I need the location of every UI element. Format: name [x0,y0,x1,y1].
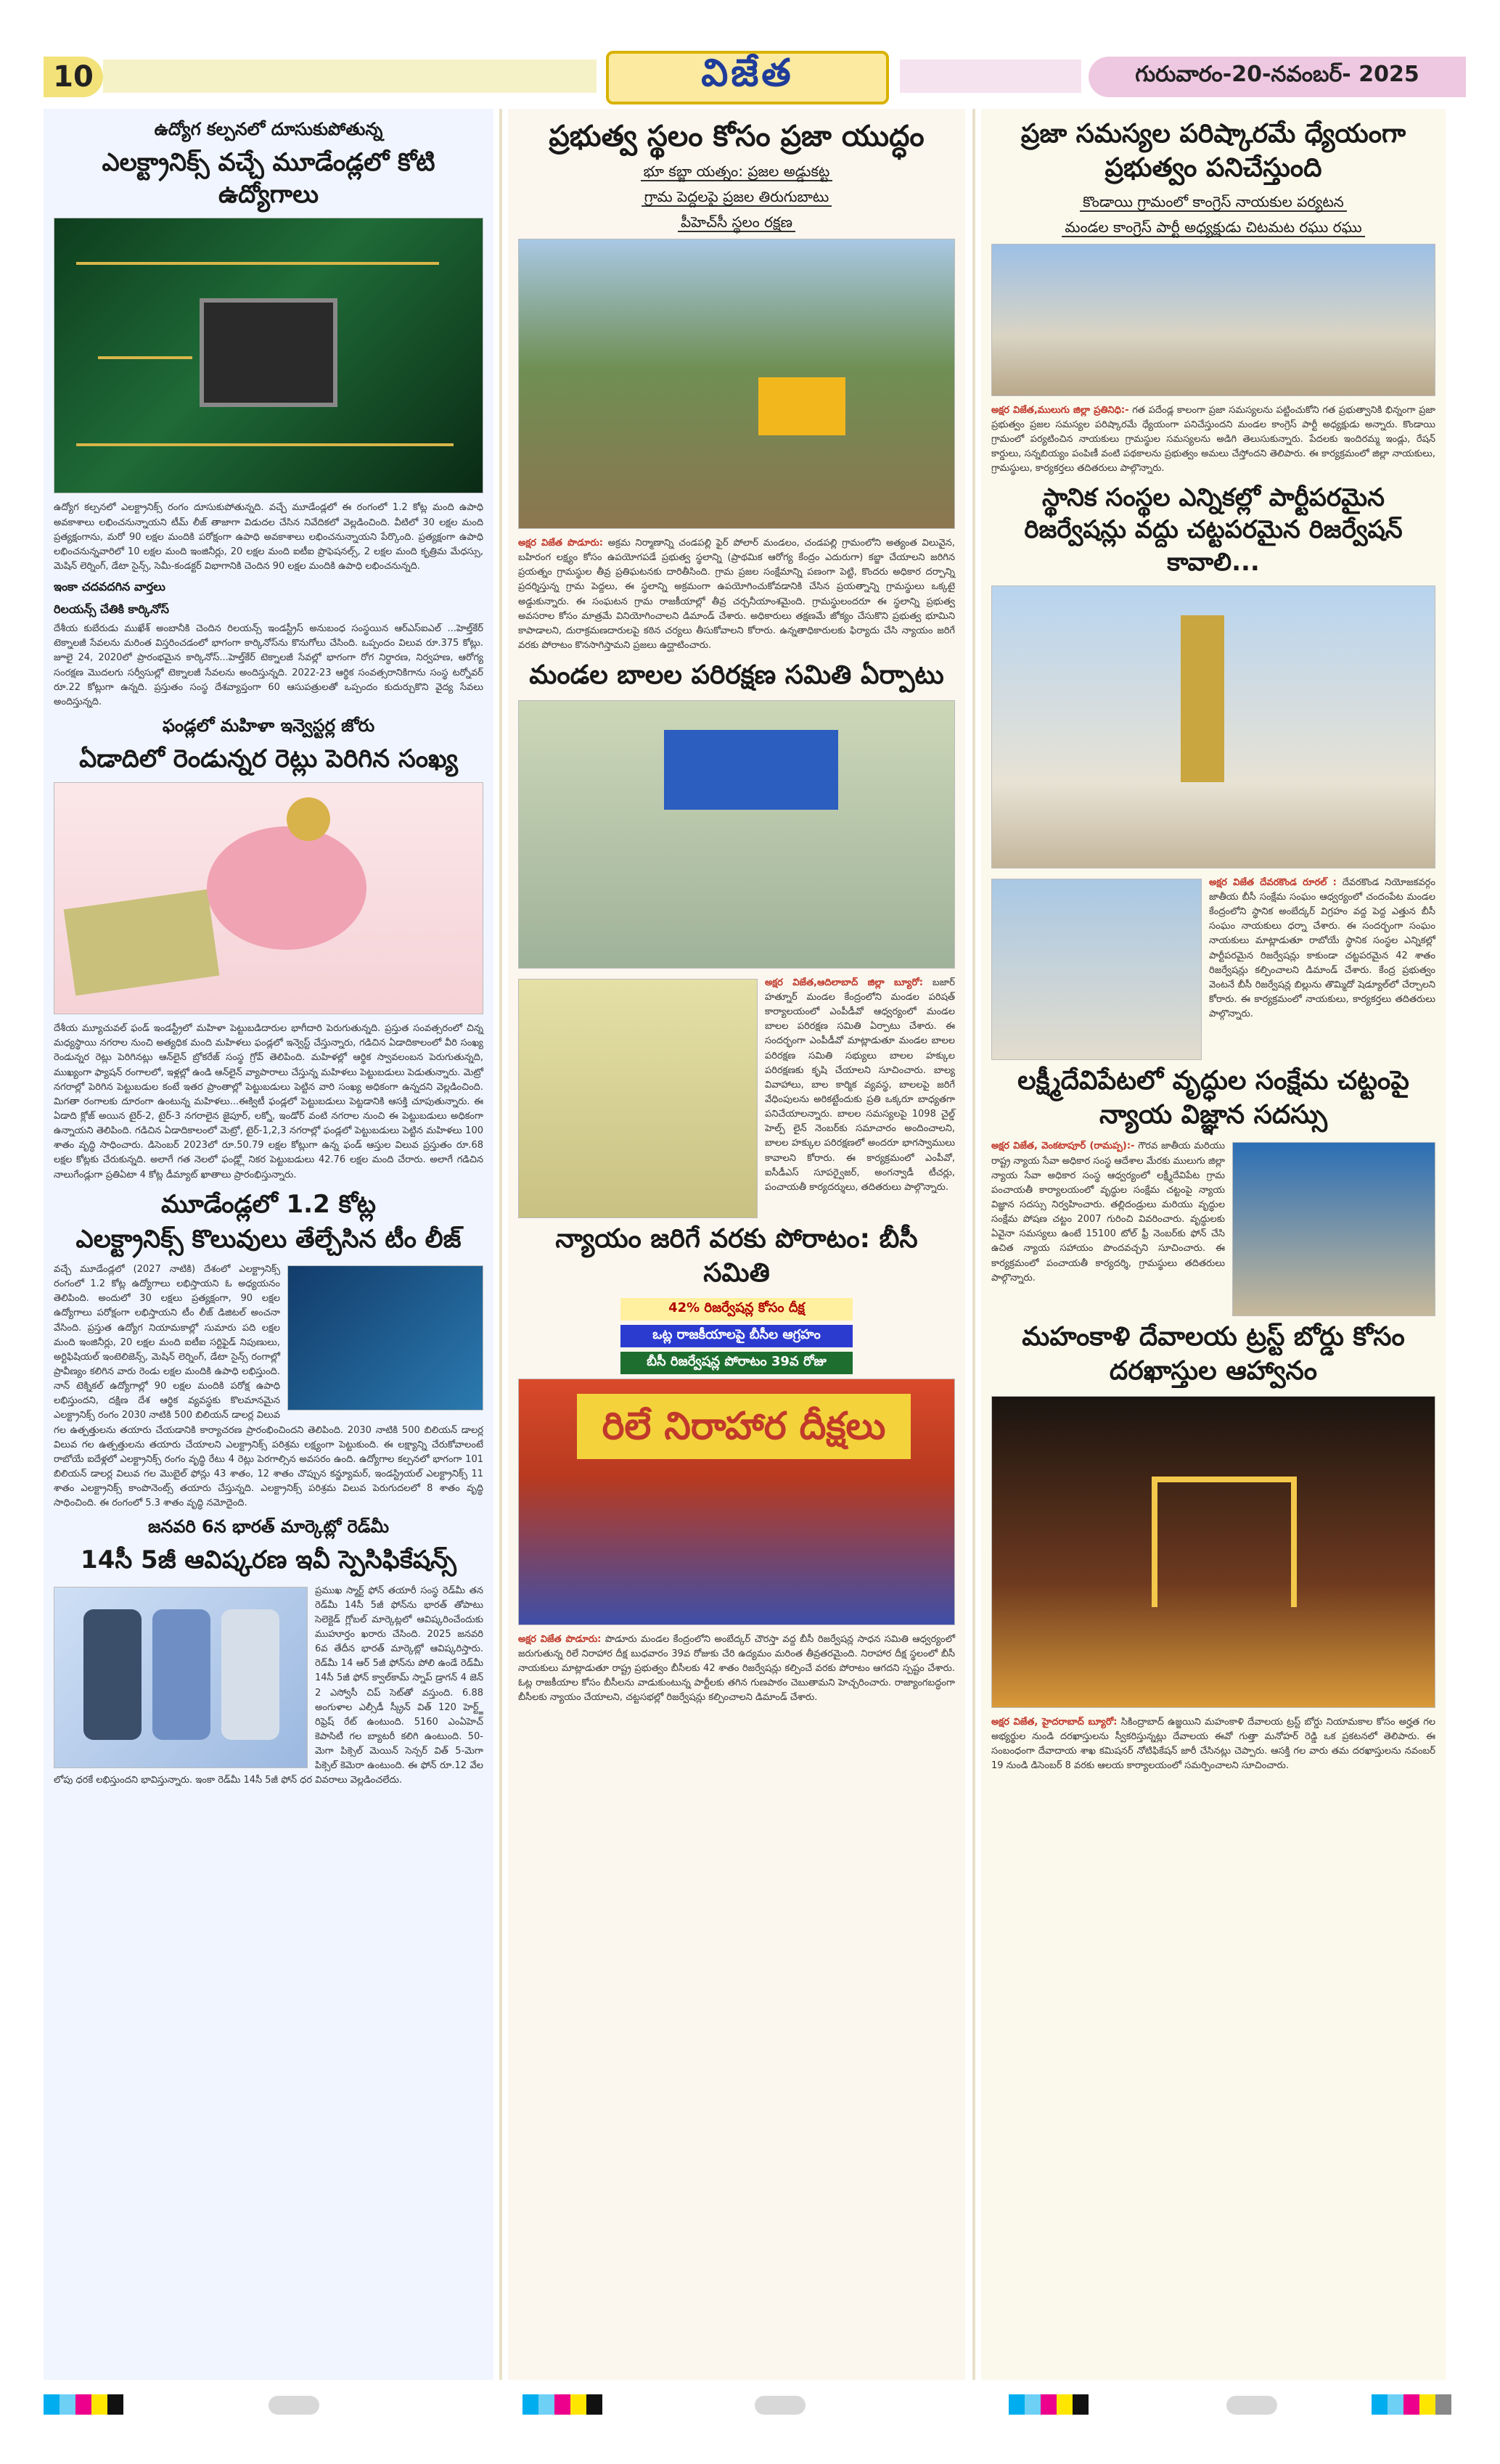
chip-graphic [200,298,337,407]
article-text: పొడూరు మండల కేంద్రంలోని అంబేద్కర్ చౌరస్తా వద్ద బీసీ రిజర్వేషన్ల సాధన సమితి ఆధ్వర్యంలో జరుగుతున్న రిలే నిరాహార దీక్ష బుధవారం 39వ రోజుకు చేరి ఉద్యమం మరింత తీవ్రతరమైంది. నిరాహార దీక్ష స్థలంలో బీసీ నాయకులు మాట్లాడుతూ రాష్ట్ర ప్రభుత్వం బీసీలకు 42 శాతం రిజర్వేషన్లు కల్పించే వరకు పోరాటం ఆగదని స్పష్టం చేశారు. ఓట్ల రాజకీయాల కోసం బీసీలను వాడుకుంటున్న పార్టీలకు తగిన గుణపాఠం చెబుతామని హెచ్చరించారు. రాజ్యాంగబద్ధంగా బీసీలకు న్యాయం చేయాలని, చట్టసభల్లో రిజర్వేషన్లు కల్పించాలని డిమాండ్ చేశారు. [518,1633,955,1704]
article-headline: మహంకాళి దేవాలయ ట్రస్ట్ బోర్డు కోసం దరఖాస్తుల ఆహ్వానం [1022,1322,1405,1387]
phone-graphic [83,1609,142,1740]
article-reservations [991,482,1435,1022]
article-headline-line2: ఎలక్ట్రానిక్స్ కొలువులు తేల్చేసిన టీం లీజ్ [75,1224,462,1254]
header-bar-right [900,59,1081,93]
edition-date: గురువారం-20-నవంబర్- 2025 [1089,57,1466,97]
piggy-bank-photo [54,782,483,1014]
color-registration-marks [44,2394,123,2415]
header-bar-left [103,59,597,93]
column-divider [972,109,975,2380]
promo-strip: 42% రిజర్వేషన్ల కోసం దీక్ష [620,1298,853,1321]
protesters-photo [991,879,1202,1060]
article-legal-awareness [991,1064,1435,1286]
article-byline: అక్షర విజేత, హైదరాబాద్ బ్యూరో: [991,1717,1118,1728]
left-column [44,109,493,2380]
smartphone-photo [54,1587,308,1768]
article-body [518,536,955,653]
article-body [518,1633,955,1706]
article-byline: అక్షర విజేత పొడూరు: [518,538,604,549]
right-column [981,109,1446,2380]
middle-column [508,109,965,2380]
article-byline: అక్షర విజేత,ఆదిలాబాద్ జిల్లా బ్యూరో: [765,977,924,988]
article-headline: ప్రజా సమస్యల పరిష్కారమే ధ్యేయంగా ప్రభుత్వం పనిచేస్తుంది [1020,119,1406,183]
seminar-photo [1232,1142,1435,1316]
article-congress-visit [991,118,1435,476]
meeting-photo [518,700,955,969]
piggy-bank-graphic [207,826,366,950]
article-headline: 14సీ 5జీ ఆవిష్కరణ ఇవీ స్పెసిఫికేషన్స్ [81,1545,456,1575]
article-text: గౌరవ జాతీయ మరియు రాష్ట్ర న్యాయ సేవా అధికార సంస్థ ఆదేశాల మేరకు ములుగు జిల్లా న్యాయ సేవా అధికార సంస్థ ఆధ్వర్యంలో లక్ష్మీదేవిపేట గ్రామ పంచాయతీ కార్యాలయంలో వృద్ధుల సంక్షేమ చట్టంపై న్యాయ విజ్ఞాన సదస్సు నిర్వహించారు. తల్లిదండ్రులు మరియు వృద్ధుల సంక్షేమ పోషణ చట్టం 2007 గురించి వివరించారు. వృద్ధులకు ఏవైనా సమస్యలు ఉంటే 15100 టోల్ ఫ్రీ నెంబర్‌కు ఫోన్ చేసి ఉచిత న్యాయ సహాయం పొందవచ్చని సూచించారు. ఈ కార్యక్రమంలో పంచాయతీ కార్యదర్శి, గ్రామస్థులు తదితరులు పాల్గొన్నారు. [991,1141,1225,1284]
article-text: సికింద్రాబాద్ ఉజ్జయిని మహంకాళి దేవాలయ ట్రస్ట్ బోర్డు నియామకాల కోసం అర్హత గల అభ్యర్థుల నుండి దరఖాస్తులను స్వీకరిస్తున్నట్లు దేవాలయ ఈవో గుత్తా మనోహర్ రెడ్డి ఒక ప్రకటనలో తెలిపారు. ఈ సంబంధంగా దేవాదాయ శాఖ కమిషనర్ నోటిఫికేషన్ జారీ చేసినట్లు చెప్పారు. ఆసక్తి గల వారు తమ దరఖాస్తులను నవంబర్ 19 నుండి డిసెంబర్ 8 వరకు ఆలయ కార్యాలయంలో సమర్పించాలని సూచించారు. [991,1717,1436,1772]
article-headline: న్యాయం జరిగే వరకు పోరాటం: బీసీ సమితి [555,1223,918,1288]
article-subhead: భూ కబ్జా యత్నం: ప్రజల అడ్డుకట్ట [518,163,955,184]
phone-graphic [152,1609,210,1740]
group-photo [991,244,1435,396]
brief-title: రిలయన్స్ చేతికి కార్కినోస్ [54,602,169,617]
promo-strip: ఒట్ల రాజకీయాలపై బీసీల ఆగ్రహం [620,1325,853,1347]
article-kicker: ఉద్యోగ కల్పనలో దూసుకుపోతున్న [154,119,383,139]
excavator-photo [518,239,955,529]
masthead [0,0,1500,109]
article-text: దేవరకొండ నియోజకవర్గం జాతీయ బీసీ సంక్షేమ సంఘం ఆధ్వర్యంలో చందంపేట మండల కేంద్రంలోని స్థానిక అంబేద్కర్ విగ్రహం వద్ద పెద్ద ఎత్తున బీసీ సంఘం నాయకులు ధర్నా చేశారు. ఈ సందర్భంగా సంఘం నాయకులు మాట్లాడుతూ రాబోయే స్థానిక సంస్థల ఎన్నికల్లో పార్టీపరమైన రిజర్వేషన్లు కాకుండా చట్టపరమైన 42 శాతం రిజర్వేషన్లు కల్పించాలని డిమాండ్ చేశారు. కేంద్ర ప్రభుత్వం వెంటనే బీసీ రిజర్వేషన్ల బిల్లును తొమ్మిదో షెడ్యూల్‌లో చేర్చాలని కోరారు. ఈ కార్యక్రమంలో నాయకులు, కార్యకర్తలు తదితరులు పాల్గొన్నారు. [1209,876,1435,1020]
article-kicker: జనవరి 6న భారత్ మార్కెట్లో రెడ్‌మీ [148,1516,389,1537]
newspaper-logo: విజేత [606,51,889,104]
article-body [991,403,1435,477]
article-body: ఉద్యోగ కల్పనలో ఎలక్ట్రానిక్స్ రంగం దూసుకుపోతున్నది. వచ్చే మూడేండ్లలో ఈ రంగంలో 1.2 కోట్ల మంది ఉపాధి అవకాశాలు లభించనున్నాయని టీమ్ లీజ్ తాజాగా విడుదల చేసిన నివేదికలో వెల్లడించింది. వీటిలో 30 లక్షల మంది ప్రత్యక్షంగాను, మరో 90 లక్షల మందికి పరోక్షంగా ఉపాధి అవకాశాలు లభించనున్నాయని పేర్కొంది. ప్రత్యక్షంగా ఉపాధి లభించనున్నవారిలో 10 లక్షల మంది ఇంజినీర్లు, 20 లక్షల మంది ఐటీఐ ప్రొఫెషనల్స్, 2 లక్షల మంది కృత్రిమ మేధస్సు, మెషిన్ లెర్నింగ్, డేటా సైన్స్, సెమీ-కండక్టర్ విభాగానికి చెందిన 90 లక్షల మందికి ఉపాధి లభించనున్నది. [54,502,483,572]
registration-oval [755,2396,806,2415]
article-headline-line1: మూడేండ్లలో 1.2 కోట్ల [160,1189,377,1219]
article-subhead: కొండాయి గ్రామంలో కాంగ్రెస్ నాయకుల పర్యటన [991,193,1435,214]
article-kicker: ఫండ్లలో మహిళా ఇన్వెస్టర్ల జోరు [162,715,375,736]
article-byline: అక్షర విజేత దేవరకొండ రూరల్ : [1209,876,1337,888]
page-number: 10 [44,57,103,97]
article-body: దేశీయ మ్యూచువల్ ఫండ్ ఇండస్ట్రీలో మహిళా పెట్టుబడిదారుల భాగీదారి పెరుగుతున్నది. ప్రస్తుత సంవత్సరంలో చిన్న మధ్యస్థాయి నగరాల నుంచి అత్యధిక మంది మహిళలు ఫండ్లలో ఇన్వెస్ట్ చేస్తున్నారు, గడిచిన ఏడాదికాలంలో వీరి సంఖ్య రెండున్నర రెట్లు పెరిగినట్లు ఆన్‌లైన్ బ్రోకరేజ్ సంస్థ గ్రోవ్ తెలిపింది. మహిళల్లో ఆర్థిక స్వావలంబన పెరుగుతున్నది, ముఖ్యంగా ఫ్యాషన్ రంగాలలో, ఇళ్లల్లో ఉండి ఆన్‌లైన్ వ్యాపారాలు చేస్తున్న మహిళలు పెట్టుబడులు పెడుతున్నారు. మెట్రో నగరాల్లో పెరిగిన పెట్టుబడుల కంటే ఇతర ప్రాంతాల్లో పెట్టుబడులు పెట్టిన వారి సంఖ్య అధికంగా ఉన్నదని వెల్లడించింది. మిగతా రంగాలకు దూరంగా ఉంటున్న మహిళలు...ఈక్విటీ ఫండ్లలో పెట్టుబడులు పెట్టడానికి ఆసక్తి చూపుతున్నారు. ఈ ఏడాది క్లోజ్ అయిన టైర్-2, టైర్-3 నగరాలైన జైపూర్, లక్నో, ఇండోర్ వంటి నగరాల నుంచి ఈ పెట్టుబడులు అధికంగా ఉన్నాయని తెలిపింది. గడిచిన ఏడాదికాలంలో మెట్రో, టైర్-1,2,3 నగరాల్లో ఫండ్లలో పెట్టుబడులు పెట్టిన మహిళలు 100 శాతం వృద్ధి సాధించారు. డిసెంబర్ 2023లో రూ.50.79 లక్షల కోట్లుగా ఉన్న ఫండ్ ఆస్తుల విలువ ప్రస్తుతం రూ.68 లక్షల కోట్లకు చేరుకున్నది. అలాగే గత నెలలో ఫండ్ల్లో నికర పెట్టుబడులు 42.76 లక్షల మంది చేరారు. అలాగే గడిచిన నాలుగేండ్లుగా ప్రతిఏటా 4 కోట్ల డీమ్యాట్ ఖాతాలు ప్రారంభిస్తున్నారు. [54,1023,483,1180]
trace-line [76,443,454,446]
article-text: గత పదేండ్ల కాలంగా ప్రజా సమస్యలను పట్టించుకోని గత ప్రభుత్వానికి భిన్నంగా ప్రజా ప్రభుత్వం ప్రజల సమస్యల పరిష్కారమే ధ్యేయంగా పనిచేస్తుందని మండల కాంగ్రెస్ పార్టీ అధ్యక్షుడు అన్నారు. కొండాయి గ్రామంలో పర్యటించిన నాయకులు గ్రామస్థుల సమస్యలను అడిగి తెలుసుకున్నారు. పేదలకు ఇందిరమ్మ ఇండ్లు, రేషన్ కార్డులు, సన్నబియ్యం పంపిణీ వంటి పథకాలను ప్రభుత్వం అమలు చేస్తోందని తెలిపారు. ఈ కార్యక్రమంలో జిల్లా నాయకులు, గ్రామస్థులు, కార్యకర్తలు తదితరులు పాల్గొన్నారు. [991,404,1435,475]
article-headline: ఎలక్ట్రానిక్స్ వచ్చే మూడేండ్లలో కోటి ఉద్యోగాలు [102,148,435,210]
statue-graphic [1181,615,1224,782]
registration-oval [269,2396,319,2415]
brief-body: దేశీయ కుబేరుడు ముఖేశ్ అంబానీకి చెందిన రిలయన్స్ ఇండస్ట్రీస్ అనుబంధ సంస్థయిన ఆర్ఎస్ఐఎల్ ...హెల్త్‌కేర్ టెక్నాలజీ సేవలను మరింత విస్తరించడంలో భాగంగా కార్కినోస్‌ను కొనుగోలు చేసింది. ఒప్పందం విలువ రూ.375 కోట్లు. జూలై 24, 2020లో ప్రారంభమైన కార్కినోస్...హెల్త్‌కేర్ టెక్నాలజీ సేవల్లో భాగంగా రోగ నిర్ధారణ, నిర్వహణ, ఆరోగ్య సంరక్షణ మొదలగు సర్వీసుల్లో టెక్నాలజీ సేవలను అందిస్తున్నది. 2022-23 ఆర్థిక సంవత్సరానికిగాను సంస్థ టర్నోవర్ రూ.22 కోట్లుగా ఉన్నది. ప్రస్తుతం సంస్థ దేశవ్యాప్తంగా 60 ఆసుపత్రులతో ఒప్పందం కుదుర్చుకొని వైద్య సేవలు అందిస్తున్నది. [54,623,483,707]
temple-gate-graphic [1152,1477,1297,1607]
meeting-banner-graphic [664,730,838,810]
article-child-protection [518,659,955,1195]
article-subhead: మండల కాంగ్రెస్ పార్టీ అధ్యక్షుడు చిటమట రఘు రఘు [991,218,1435,239]
phone-graphic [221,1609,279,1740]
article-byline: అక్షర విజేత పొడూరు: [518,1633,602,1645]
article-headline: ప్రభుత్వ స్థలం కోసం ప్రజా యుద్ధం [549,120,925,153]
statue-protest-photo [991,586,1435,868]
circuit-board-photo [54,218,483,493]
article-temple-trust [991,1321,1435,1773]
print-registration-footer [0,2394,1500,2423]
article-electronics-jobs [54,119,483,574]
meeting-audience-photo [518,979,758,1218]
article-land-protest [518,118,955,653]
electronics-worker-photo [287,1265,483,1410]
brief-reliance [54,602,483,710]
article-byline: అక్షర విజేత,ములుగు జిల్లా ప్రతినిధి:- [991,404,1129,416]
color-registration-marks [522,2394,602,2415]
column-divider [499,109,502,2380]
promo-strip: బీసీ రిజర్వేషన్ల పోరాటం 39వ రోజు [620,1352,853,1374]
article-body: వచ్చే మూడేండ్లలో (2027 నాటికి) దేశంలో ఎలక్ట్రానిక్స్ రంగంలో 1.2 కోట్ల ఉద్యోగాలు లభిస్తాయని ఓ అధ్యయనం తెలిపింది. అందులో 30 లక్షలు ప్రత్యక్షంగా, 90 లక్షల ఉద్యోగాలు పరోక్షంగా లభిస్తాయని టీం లీజ్ డిజిటల్ అంచనా వేసింది. ప్రస్తుత ఉద్యోగ నియామకాల్లో సుమారు పది లక్షల మంది ఇంజినీర్లు, 20 లక్షల మంది ఐటీఐ సర్టిఫైడ్ నిపుణులు, అర్టిఫిషియల్ ఇంటెలిజెన్స్, మెషిన్ లెర్నింగ్, డేటా సైన్స్ రంగాల్లో ప్రావీణ్యం కలిగిన వారు రెండు లక్షల మందికి ఉపాధి లభిస్తుంది. నాన్ టెక్నికల్ ఉద్యోగాల్లో 90 లక్షల మందికి పరోక్ష ఉపాధి లభిస్తుందని, దక్షిణ దేశ ఆర్థిక వ్యవస్థకు కొలమానమైన ఎలక్ట్రానిక్స్ రంగం 2030 నాటికి 500 బిలియన్ డాలర్ల విలువ గల ఉత్పత్తులను తయారు చేయడానికి కార్యాచరణ ప్రారంభించిందని తెలిపింది. 2030 నాటికి 500 బిలియన్ డాలర్ల విలువ గల ఉత్పత్తులను తయారు చేయాలని ఎలక్ట్రానిక్స్ పరిశ్రమ లక్ష్యంగా పెట్టుకుంది. ఈ లక్ష్యాన్ని చేరుకోవాలంటే రాబోయే ఐదేళ్లలో ఎలక్ట్రానిక్స్ రంగం వృద్ధి రేటు 4 రెట్లు పెరగాల్సిన అవసరం ఉంది. ఉద్యోగాల కల్పనలో భాగంగా 101 బిలియన్ డాలర్ల విలువ గల మొబైల్ ఫోన్లు 43 శాతం, 12 శాతం చొప్పున కన్జ్యూమర్, ఇండస్ట్రియల్ ఎలక్ట్రానిక్స్ 11 శాతం ఎలక్ట్రానిక్స్ కాంపొనెంట్స్ తయారు చేస్తున్నది. ఎలక్ట్రానిక్స్ పరిశ్రమ విలువ పెరుగుదలలో 8 శాతం వృద్ధి సాధించింది. ఈ రంగంలో 5.3 శాతం వృద్ధి నమోదైంది. [54,1264,483,1509]
currency-notes-graphic [64,890,220,996]
article-headline: మండల బాలల పరిరక్షణ సమితి ఏర్పాటు [529,660,944,691]
article-teamlease [54,1188,483,1511]
article-headline: లక్ష్మీదేవిపేటలో వృద్ధుల సంక్షేమ చట్టంపై న్యాయ విజ్ఞాన సదస్సు [1017,1065,1409,1130]
color-registration-marks [1009,2394,1089,2415]
article-body: ప్రముఖ స్మార్ట్ ఫోన్ తయారీ సంస్థ రెడ్‌మీ తన రెడ్‌మీ 14సీ 5జీ ఫోన్‌ను భారత్ తోపాటు సెలెక్టెడ్ గ్లోబల్ మార్కెట్లలో ఆవిష్కరించేందుకు ముహూర్తం ఖరారు చేసింది. 2025 జనవరి 6వ తేదీన భారత్ మార్కెట్లో ఆవిష్కరిస్తారు. రెడ్‌మీ 14 ఆర్ 5జీ ఫోన్‌ను పోలి ఉండే రెడ్‌మీ 14సీ 5జీ ఫోన్ క్వాల్‌కామ్ స్నాప్ డ్రాగన్ 4 జెన్ 2 ఎస్వోసీ చిప్ సెట్‌తో వస్తుంది. 6.88 అంగుళాల ఎల్సీడీ స్క్రీన్ విత్ 120 హెర్ట్జ్ రిఫ్రెష్ రేట్ ఉంటుంది. 5160 ఎంఏహెచ్ కెపాసిటీ గల బ్యాటరీ కలిగి ఉంటుంది. 50-మెగా పిక్సెల్ మెయిన్ సెన్సర్ విత్ 5-మెగా పిక్సెల్ కెమెరా ఉంటుంది. ఈ ఫోన్ రూ.12 వేల లోపు ధరకే లభిస్తుందని భావిస్తున్నారు. ఇంకా రెడ్‌మీ 14సీ 5జీ ఫోన్ ధర వివరాలు వెల్లడించలేదు. [54,1585,483,1786]
article-headline: స్థానిక సంస్థల ఎన్నికల్లో పార్టీపరమైన రిజర్వేషన్లు వద్దు చట్టపరమైన రిజర్వేషన్ కావాలి... [1024,483,1403,577]
article-text: బజార్ హత్నూర్ మండల కేంద్రంలోని మండల పరిషత్ కార్యాలయంలో ఎంపీడీవో ఆధ్వర్యంలో మండల బాలల పరిరక్షణ సమితి ఏర్పాటు చేశారు. ఈ సందర్భంగా ఎంపీడీవో మాట్లాడుతూ మండల బాలల పరిరక్షణ సమితి సభ్యులు బాలల హక్కుల పరిరక్షణకు కృషి చేయాలని సూచించారు. బాల్య వివాహాలు, బాల కార్మిక వ్యవస్థ, బాలలపై జరిగే వేధింపులను అరికట్టేందుకు ప్రతి ఒక్కరూ బాధ్యతగా పనిచేయాలన్నారు. బాలల సమస్యలపై 1098 చైల్డ్ హెల్ప్ లైన్ నెంబర్‌కు సమాచారం అందించాలని, బాలల హక్కుల పరిరక్షణలో అందరూ భాగస్వాములు కావాలని కోరారు. ఈ కార్యక్రమంలో ఎంపీవో, ఐసీడీఎస్ సూపర్వైజర్, అంగన్వాడీ టీచర్లు, పంచాయతీ కార్యదర్శులు, తదితరులు పాల్గొన్నారు. [765,977,955,1193]
excavator-graphic [758,377,845,435]
article-headline: ఏడాదిలో రెండున్నర రెట్లు పెరిగిన సంఖ్య [79,744,458,773]
coin-graphic [287,797,330,841]
article-text: అక్రమ నిర్మాణాన్ని చండపల్లి ఫైర్ పోలార్ మండలం, చండపల్లి గ్రామంలోని అత్యంత విలువైన, బహిరంగ లక్ష్యం కోసం ఉపయోగపడే ప్రభుత్వ స్థలాన్ని (ప్రాథమిక ఆరోగ్య కేంద్రం ఎదురుగా) కబ్జా చేయాలని జరిగిన ప్రయత్నం గ్రామస్థుల తీవ్ర ప్రతిఘటనకు దారితీసింది. గ్రామ ప్రజల సంక్షేమాన్ని పణంగా పెట్టి, కొందరు అధికార దర్పాన్ని ప్రదర్శిస్తున్న గ్రామ పెద్దలు, ఈ స్థలాన్ని అక్రమంగా ఉపయోగించుకోవడానికి చేసిన ప్రయత్నాన్ని గ్రామస్థులు ఒక్కటై అడ్డుకున్నారు. ఈ సంఘటన గ్రామ రాజకీయాల్లో తీవ్ర చర్చనీయాంశమైంది. గ్రామస్థులందరూ ఈ స్థలాన్ని ప్రభుత్వ అవసరాల కోసం మాత్రమే వినియోగించాలని డిమాండ్ చేశారు. అధికారులు తక్షణమే జోక్యం చేసుకొని ప్రభుత్వ భూమిని కాపాడాలని, దురాక్రమణదారులపై కఠిన చర్యలు తీసుకోవాలని కోరారు. ఉన్నతాధికారులకు ఫిర్యాదు చేసి న్యాయం జరిగే వరకు పోరాటం కొనసాగిస్తామని ప్రజలు ఉద్ఘాటించారు. [518,538,955,651]
article-redmi [54,1516,483,1788]
article-byline: అక్షర విజేత, వెంకటాపూర్ (రామప్ప):- [991,1141,1135,1152]
protest-banner: రిలే నిరాహార దీక్షలు [577,1394,911,1459]
registration-oval [1226,2396,1277,2415]
article-subhead: గ్రామ పెద్దలపై ప్రజల తిరుగుబాటు [518,188,955,209]
trace-line [76,262,439,265]
hunger-strike-photo [518,1379,955,1625]
trace-line [98,356,192,359]
briefs-heading: ఇంకా చదవదగిన వార్తలు [54,580,165,594]
color-registration-marks [1372,2394,1451,2415]
article-body [991,1715,1435,1774]
article-subhead: పీహెచ్‌సీ స్థలం రక్షణ [518,213,955,234]
article-women-investors [54,715,483,1183]
temple-photo [991,1396,1435,1708]
article-bc-protest [518,1223,955,1705]
